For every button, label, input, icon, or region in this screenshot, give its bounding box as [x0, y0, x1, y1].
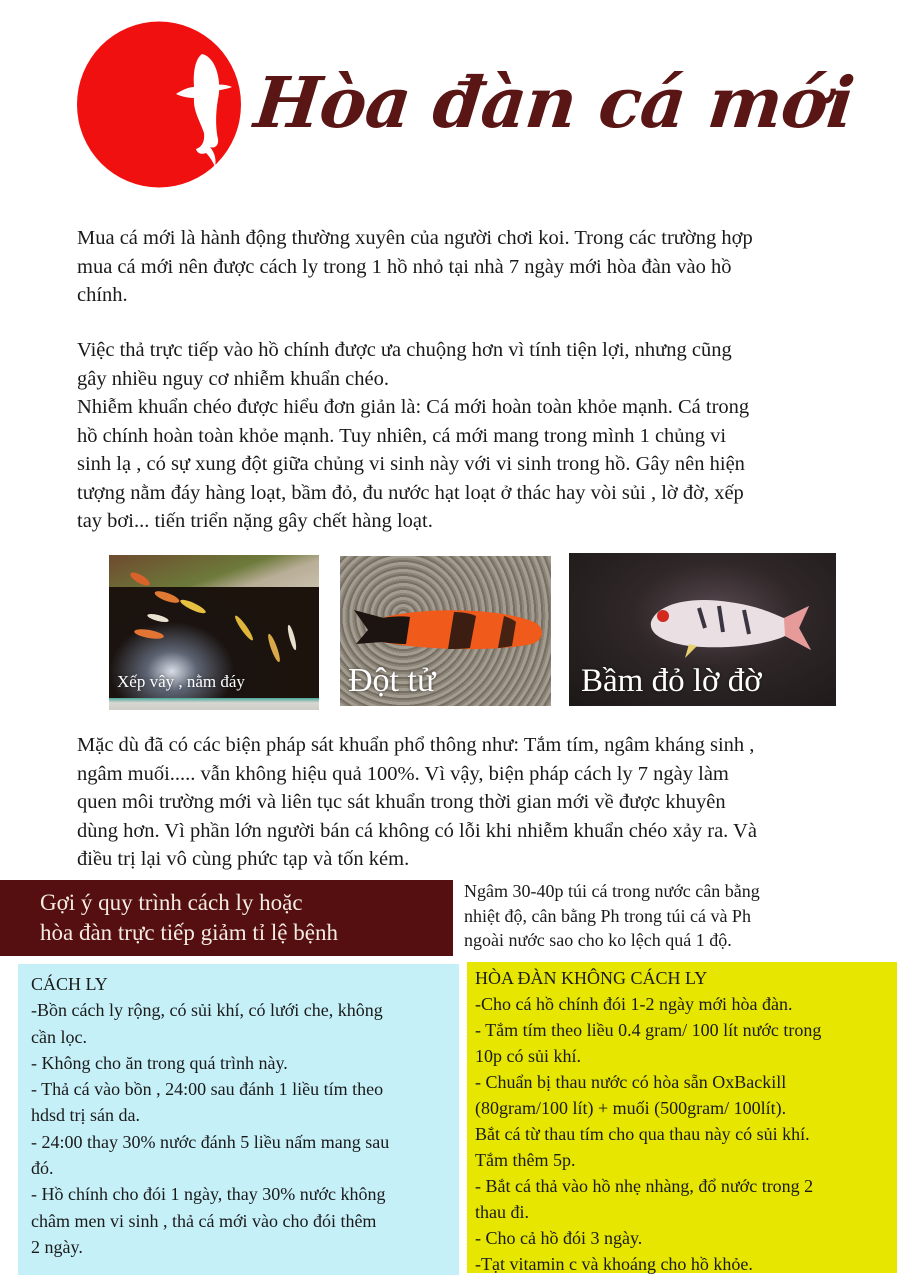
text-line: Mặc dù đã có các biện pháp sát khuẩn phổ thông như: Tắm tím, ngâm kháng sinh ,: [77, 734, 755, 756]
intro-paragraph-3: [77, 393, 877, 536]
photo-caption: Đột tử: [348, 662, 436, 699]
intro-paragraph-2: [77, 336, 877, 393]
text-line: Mua cá mới là hành động thường xuyên của người chơi koi. Trong các trường hợp: [77, 227, 753, 249]
page-title: Hòa đàn cá mới: [250, 61, 858, 144]
text-line: -Cho cá hồ chính đói 1-2 ngày mới hòa đàn.: [475, 994, 793, 1014]
text-line: mua cá mới nên được cách ly trong 1 hồ nhỏ tại nhà 7 ngày mới hòa đàn vào hồ: [77, 255, 732, 278]
text-line: đó.: [31, 1158, 54, 1179]
text-line: - Thả cá vào bồn , 24:00 sau đánh 1 liều tím theo: [31, 1079, 384, 1100]
text-line: - Chuẩn bị thau nước có hòa sẵn OxBackill: [475, 1072, 787, 1092]
disinfection-paragraph: [77, 731, 877, 874]
text-line: châm men vi sinh , thả cá mới vào cho đói thêm: [31, 1210, 377, 1231]
text-line: - Bắt cá thả vào hồ nhẹ nhàng, đổ nước trong 2: [475, 1176, 814, 1196]
text-line: tay bơi... tiến triển nặng gây chết hàng loạt.: [77, 510, 433, 532]
sick-koi-photo: [569, 553, 836, 706]
text-line: cần lọc.: [31, 1026, 87, 1047]
quarantine-procedure-box: [18, 964, 459, 1275]
text-line: - Cho cả hồ đói 3 ngày.: [475, 1228, 643, 1248]
intro-paragraph-1: [77, 224, 877, 310]
text-line: thau đi.: [475, 1202, 529, 1222]
sick-koi-icon: [649, 588, 814, 663]
text-line: hồ chính hoàn toàn khỏe mạnh. Tuy nhiên, cá mới mang trong mình 1 chủng vi: [77, 424, 727, 447]
text-line: chính.: [77, 284, 128, 306]
koi-pond-photo: [109, 555, 319, 710]
text-line: Tắm thêm 5p.: [475, 1150, 576, 1170]
text-line: hdsd trị sán da.: [31, 1105, 140, 1126]
text-line: Ngâm 30-40p túi cá trong nước cân bằng: [464, 881, 760, 901]
photo-caption: Xếp vây , nằm đáy: [117, 672, 245, 691]
dead-koi-icon: [354, 604, 544, 654]
text-line: - Tắm tím theo liều 0.4 gram/ 100 lít nước trong: [475, 1020, 822, 1040]
text-line: - Không cho ăn trong quá trình này.: [31, 1052, 288, 1073]
text-line: - 24:00 thay 30% nước đánh 5 liều nấm mang sau: [31, 1131, 390, 1152]
procedure-banner: [0, 880, 453, 956]
text-line: gây nhiều nguy cơ nhiễm khuẩn chéo.: [77, 367, 389, 390]
banner-line: Gợi ý quy trình cách ly hoặc: [40, 890, 303, 915]
text-line: - Hồ chính cho đói 1 ngày, thay 30% nước không: [31, 1184, 386, 1205]
text-line: Bắt cá từ thau tím cho qua thau này có sủi khí.: [475, 1124, 810, 1144]
text-line: ngoài nước sao cho ko lệch quá 1 độ.: [464, 930, 732, 950]
text-line: -Tạt vitamin c và khoáng cho hồ khỏe.: [475, 1254, 753, 1274]
text-line: dùng hơn. Vì phần lớn người bán cá không có lỗi khi nhiễm khuẩn chéo xảy ra. Và: [77, 819, 757, 842]
text-line: 10p có sủi khí.: [475, 1046, 581, 1066]
text-line: điều trị lại vô cùng phức tạp và tốn kém.: [77, 848, 410, 870]
text-line: Nhiễm khuẩn chéo được hiểu đơn giản là: Cá mới hoàn toàn khỏe mạnh. Cá trong: [77, 396, 750, 418]
direct-introduction-box: [467, 962, 897, 1273]
text-line: nhiệt độ, cân bằng Ph trong túi cá và Ph: [464, 905, 751, 926]
text-line: ngâm muối..... vẫn không hiệu quả 100%. Vì vậy, biện pháp cách ly 7 ngày làm: [77, 762, 729, 785]
header: [0, 0, 905, 200]
box-heading: CÁCH LY: [31, 974, 108, 994]
text-line: quen môi trường mới và liên tục sát khuẩn trong thời gian mới về được khuyên: [77, 791, 726, 813]
text-line: -Bồn cách ly rộng, có sủi khí, có lưới che, không: [31, 1000, 383, 1021]
text-line: 2 ngày.: [31, 1236, 83, 1257]
acclimation-note: [464, 879, 894, 953]
photo-caption: Bầm đỏ lờ đờ: [581, 663, 762, 699]
text-line: (80gram/100 lít) + muối (500gram/ 100lít).: [475, 1098, 787, 1118]
text-line: Việc thả trực tiếp vào hồ chính được ưa chuộng hơn vì tính tiện lợi, nhưng cũng: [77, 339, 732, 361]
text-line: sinh lạ , có sự xung đột giữa chủng vi sinh này với vi sinh trong hồ. Gây nên hiện: [77, 453, 745, 475]
text-line: tượng nằm đáy hàng loạt, bầm đỏ, đu nước hạt loạt ở thác hay vòi sủi , lờ đờ, xếp: [77, 481, 744, 504]
koi-fish-logo-icon: [76, 21, 243, 188]
box-heading: HÒA ĐÀN KHÔNG CÁCH LY: [475, 968, 708, 988]
dead-koi-photo: [340, 556, 551, 706]
banner-line: hòa đàn trực tiếp giảm tỉ lệ bệnh: [40, 920, 338, 945]
pond-ledge: [109, 698, 319, 710]
